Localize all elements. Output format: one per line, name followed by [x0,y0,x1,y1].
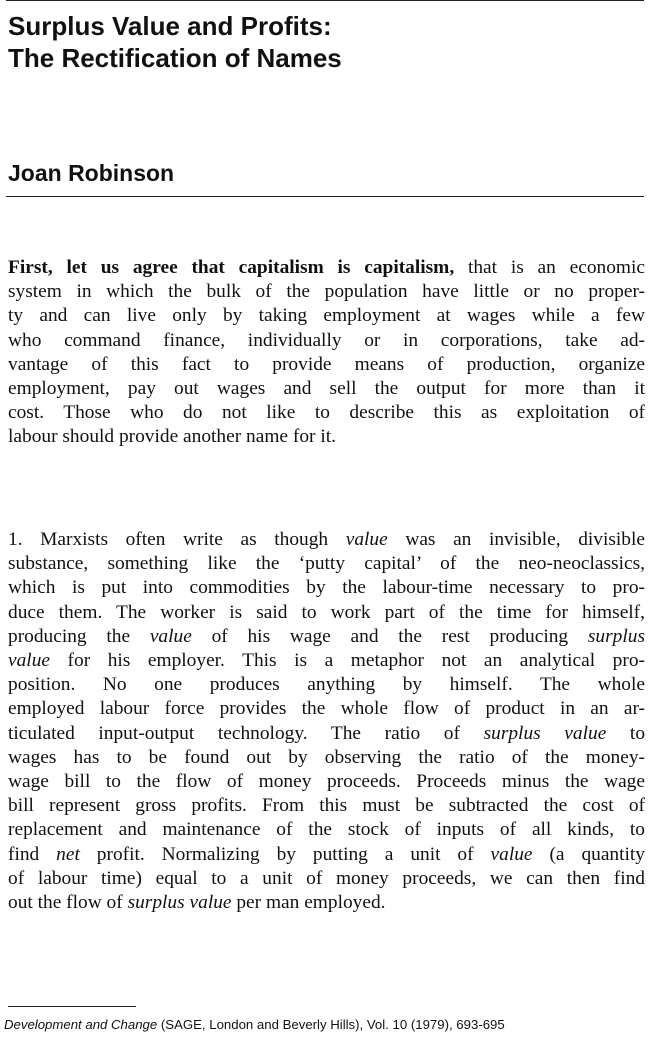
intro-line: cost. Those who do not like to describe this as exploitation of [8,402,645,424]
body-line: replacement and maintenance of the stock of inputs of all kinds, to [8,819,645,841]
text-run: (a quantity [532,843,645,865]
text-run: per man employed. [231,892,386,914]
intro-line: system in which the bulk of the population have little or no proper- [8,281,645,303]
author-name: Joan Robinson [8,160,175,186]
text-run: of his wage and the rest producing [191,625,588,647]
body-line: of labour time) equal to a unit of money proceeds, we can then find [8,867,645,889]
italic-term: net [56,843,80,865]
body-line: which is put into commodities by the labour-time necessary to pro- [8,577,645,599]
body-line [8,722,645,746]
text-run: profit. Normalizing by putting a unit of [79,843,491,865]
intro-line [8,256,645,280]
title-line-2: The Rectification of Names [8,43,342,73]
intro-line: vantage of this fact to provide means of production, organize [8,353,645,375]
intro-paragraph [8,256,645,450]
italic-term: value [490,843,533,865]
body-line: substance, something like the ‘putty capital’ of the neo-neoclassics, [8,553,645,575]
journal-name: Development and Change [4,1017,158,1032]
italic-term: value [8,650,50,672]
body-line: duce them. The worker is said to work part of the time for himself, [8,601,645,623]
text-run: 1. Marxists often write as though [8,529,346,550]
text-run: out the flow of [8,892,128,914]
text-run: find [8,843,57,865]
body-line: position. No one produces anything by himself. The whole [8,674,645,696]
top-rule [6,0,644,1]
citation-details: (SAGE, London and Beverly Hills), Vol. 10 (1979), 693-695 [157,1017,505,1032]
body-line: wages has to be found out by observing the ratio of the money- [8,746,645,768]
italic-term: value [149,625,192,647]
text-run: to [606,722,646,744]
author-rule [6,196,644,197]
intro-line: employment, pay out wages and sell the output for more than it [8,378,645,400]
intro-line: ty and can live only by taking employment at wages while a few [8,305,645,327]
italic-term: surplus value [127,892,232,914]
intro-lead: First, let us agree that capitalism is capitalism, [8,257,455,278]
body-line [8,649,645,673]
italic-term: surplus [587,625,645,647]
body-line [8,625,645,649]
footnote-rule [8,1006,136,1007]
text-run: was an invisible, divisible [387,529,645,550]
body-line [8,528,645,552]
section-1-paragraph [8,528,645,915]
italic-term: value [345,529,388,550]
intro-line-text: that is an economic [454,257,646,278]
footnote-citation [4,1016,646,1033]
intro-line: labour should provide another name for it. [8,426,336,448]
title-line-1: Surplus Value and Profits: [8,11,332,41]
article-title [8,10,638,74]
body-line [8,891,645,915]
italic-term: surplus value [483,722,607,744]
intro-line: who command finance, individually or in corporations, take ad- [8,329,645,351]
text-run: producing the [8,625,150,647]
body-line: employed labour force provides the whole flow of product in an ar- [8,698,645,720]
text-run: ticulated input-output technology. The ratio of [8,722,484,744]
body-line: bill represent gross profits. From this must be subtracted the cost of [8,795,645,817]
text-run: for his employer. This is a metaphor not an analytical pro- [50,650,645,672]
body-line: wage bill to the flow of money proceeds. Proceeds minus the wage [8,771,645,793]
body-line [8,843,645,867]
